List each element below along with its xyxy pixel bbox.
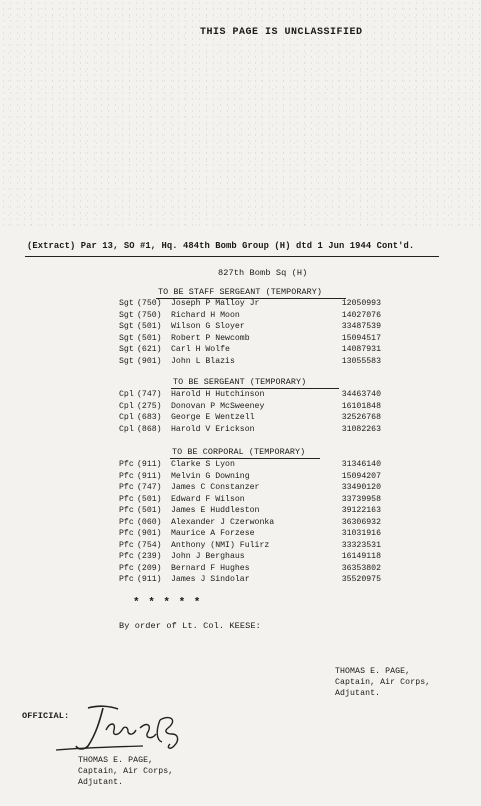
section-heading-staff-sergeant: TO BE STAFF SERGEANT (TEMPORARY) xyxy=(158,287,323,297)
mos-code: (501) xyxy=(137,333,162,343)
roster-row xyxy=(119,564,381,575)
roster-row xyxy=(119,413,381,424)
mos-code: (501) xyxy=(137,494,162,504)
official-label: OFFICIAL: xyxy=(22,711,70,721)
extract-underline xyxy=(25,256,439,257)
serial-number: 14087931 xyxy=(341,345,381,354)
rank-label: Cpl xyxy=(119,401,134,411)
mos-code: (901) xyxy=(137,356,162,366)
rank-label: Cpl xyxy=(119,413,134,422)
serial-number: 32526768 xyxy=(341,413,381,422)
mos-code: (911) xyxy=(137,471,162,481)
rank-label: Sgt xyxy=(119,310,134,320)
rank-label: Pfc xyxy=(119,540,134,550)
roster-row xyxy=(119,541,381,552)
serial-number: 31346140 xyxy=(341,460,381,469)
roster-row xyxy=(119,518,381,529)
soldier-name: James E Huddleston xyxy=(171,506,260,515)
serial-number: 15094207 xyxy=(341,471,381,481)
section-underline xyxy=(170,458,320,459)
roster-row xyxy=(119,472,381,483)
rank-label: Cpl xyxy=(119,424,134,434)
section-heading-sergeant: TO BE SERGEANT (TEMPORARY) xyxy=(173,377,307,387)
mos-code: (747) xyxy=(137,483,162,492)
serial-number: 12050993 xyxy=(341,299,381,308)
soldier-name: George E Wentzell xyxy=(171,413,255,422)
mos-code: (621) xyxy=(137,345,162,354)
serial-number: 33487539 xyxy=(341,322,381,331)
mos-code: (901) xyxy=(137,529,162,538)
soldier-name: James C Constanzer xyxy=(171,483,260,492)
roster-row xyxy=(119,299,381,310)
soldier-name: John L Blazis xyxy=(171,356,235,366)
roster-row xyxy=(119,552,381,563)
section-underline xyxy=(171,388,339,389)
rank-label: Sgt xyxy=(119,356,134,366)
soldier-name: Wilson G Sloyer xyxy=(171,322,245,331)
serial-number: 36353802 xyxy=(341,563,381,573)
roster-row xyxy=(119,575,381,586)
serial-number: 31031916 xyxy=(341,529,381,538)
rank-label: Pfc xyxy=(119,563,134,573)
roster-row xyxy=(119,483,381,494)
mos-code: (750) xyxy=(137,310,162,320)
handwritten-signature xyxy=(48,700,198,760)
soldier-name: Harold V Erickson xyxy=(171,424,255,434)
soldier-name: Carl H Wolfe xyxy=(171,345,230,354)
soldier-name: Robert P Newcomb xyxy=(171,333,250,343)
rank-label: Pfc xyxy=(119,575,134,584)
rank-label: Pfc xyxy=(119,494,134,504)
serial-number: 35520975 xyxy=(341,575,381,584)
soldier-name: Bernard F Hughes xyxy=(171,563,250,573)
soldier-name: James J Sindolar xyxy=(171,575,250,584)
roster-row xyxy=(119,357,381,368)
serial-number: 34463740 xyxy=(341,390,381,399)
serial-number: 16149118 xyxy=(341,552,381,561)
roster-row xyxy=(119,425,381,436)
serial-number: 39122163 xyxy=(341,506,381,515)
extract-line: (Extract) Par 13, SO #1, Hq. 484th Bomb Group (H) dtd 1 Jun 1944 Cont'd. xyxy=(27,241,415,251)
roster-row xyxy=(119,529,381,540)
roster-row xyxy=(119,390,381,401)
serial-number: 15094517 xyxy=(341,333,381,343)
roster-row xyxy=(119,460,381,471)
mos-code: (275) xyxy=(137,401,162,411)
rank-label: Pfc xyxy=(119,460,134,469)
soldier-name: Donovan P McSweeney xyxy=(171,401,265,411)
adjutant-title: Adjutant. xyxy=(335,689,381,698)
mos-code: (501) xyxy=(137,506,162,515)
serial-number: 13055583 xyxy=(341,356,381,366)
rank-label: Sgt xyxy=(119,345,134,354)
mos-code: (209) xyxy=(137,563,162,573)
adjutant-rank: Captain, Air Corps, xyxy=(335,678,431,687)
mos-code: (754) xyxy=(137,540,162,550)
official-title: Adjutant. xyxy=(78,778,124,787)
separator-asterisks: * * * * * xyxy=(133,597,202,609)
soldier-name: Joseph P Malloy Jr xyxy=(171,299,260,308)
soldier-name: Harold H Hutchinson xyxy=(171,390,265,399)
rank-label: Pfc xyxy=(119,506,134,515)
soldier-name: John J Berghaus xyxy=(171,552,245,561)
rank-label: Pfc xyxy=(119,471,134,481)
serial-number: 14027076 xyxy=(341,310,381,320)
serial-number: 33323531 xyxy=(341,540,381,550)
rank-label: Pfc xyxy=(119,517,134,527)
section-heading-corporal: TO BE CORPORAL (TEMPORARY) xyxy=(172,447,306,457)
soldier-name: Clarke S Lyon xyxy=(171,460,235,469)
roster-row xyxy=(119,322,381,333)
roster-row xyxy=(119,495,381,506)
serial-number: 33739958 xyxy=(341,494,381,504)
soldier-name: Richard H Moon xyxy=(171,310,240,320)
rank-label: Pfc xyxy=(119,552,134,561)
classification-banner: THIS PAGE IS UNCLASSIFIED xyxy=(200,27,363,38)
rank-label: Sgt xyxy=(119,299,134,308)
rank-label: Pfc xyxy=(119,483,134,492)
mos-code: (868) xyxy=(137,424,162,434)
rank-label: Pfc xyxy=(119,529,134,538)
official-rank: Captain, Air Corps, xyxy=(78,767,174,776)
serial-number: 33490120 xyxy=(341,483,381,492)
soldier-name: Maurice A Forzese xyxy=(171,529,255,538)
soldier-name: Anthony (NMI) Fulirz xyxy=(171,540,270,550)
mos-code: (501) xyxy=(137,322,162,331)
official-name: THOMAS E. PAGE, xyxy=(78,756,154,765)
roster-row xyxy=(119,334,381,345)
soldier-name: Alexander J Czerwonka xyxy=(171,517,275,527)
serial-number: 31082263 xyxy=(341,424,381,434)
mos-code: (060) xyxy=(137,517,162,527)
roster-row xyxy=(119,311,381,322)
rank-label: Sgt xyxy=(119,333,134,343)
mos-code: (683) xyxy=(137,413,162,422)
soldier-name: Melvin G Downing xyxy=(171,471,250,481)
roster-row xyxy=(119,345,381,356)
mos-code: (911) xyxy=(137,460,162,469)
rank-label: Cpl xyxy=(119,390,134,399)
squadron-title: 827th Bomb Sq (H) xyxy=(218,268,308,278)
mos-code: (747) xyxy=(137,390,162,399)
adjutant-name: THOMAS E. PAGE, xyxy=(335,667,411,676)
roster-row xyxy=(119,506,381,517)
order-line: By order of Lt. Col. KEESE: xyxy=(119,621,261,631)
mos-code: (239) xyxy=(137,552,162,561)
rank-label: Sgt xyxy=(119,322,134,331)
roster-row xyxy=(119,402,381,413)
soldier-name: Edward F Wilson xyxy=(171,494,245,504)
serial-number: 16101848 xyxy=(341,401,381,411)
mos-code: (750) xyxy=(137,299,162,308)
mos-code: (911) xyxy=(137,575,162,584)
serial-number: 36306932 xyxy=(341,517,381,527)
